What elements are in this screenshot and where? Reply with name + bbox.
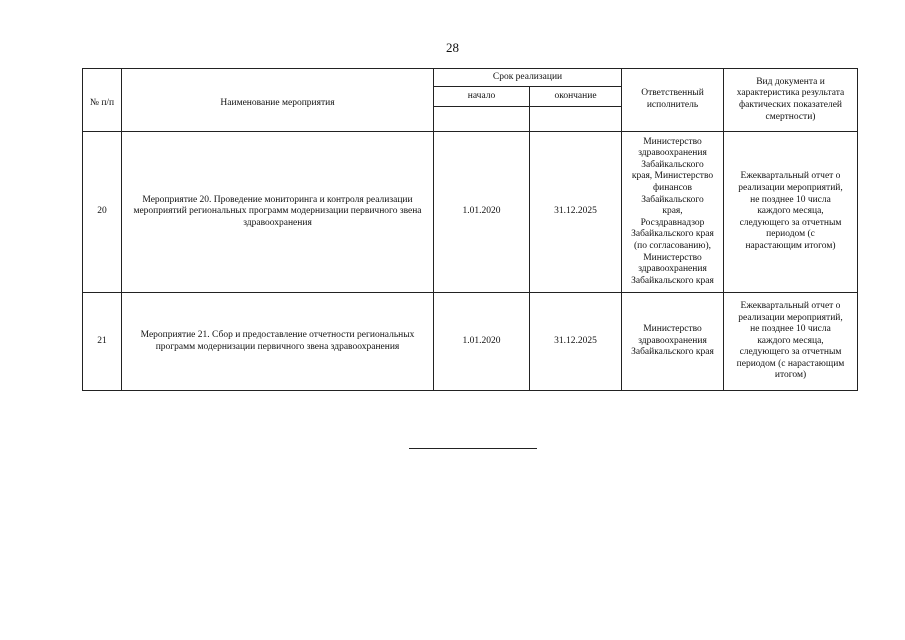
events-table [82,68,858,391]
table-row [83,293,858,391]
row-21-responsible: Министерство здравоохранения Забайкальского края [622,293,724,391]
table-row [83,132,858,293]
header-period: Срок реализации [434,69,622,87]
row-21-end: 31.12.2025 [530,293,622,391]
header-end-blank [530,107,622,132]
row-20-start: 1.01.2020 [434,132,530,293]
header-num: № п/п [89,97,115,108]
page-number: 28 [446,40,459,55]
header-responsible: Ответственный исполнитель [622,69,724,132]
row-20-end: 31.12.2025 [530,132,622,293]
row-21-name: Мероприятие 21. Сбор и предоставление отчетности региональных программ модернизации первичного звена здравоохранения [122,293,434,391]
row-21-doc-type: Ежеквартальный отчет о реализации мероприятий, не позднее 10 числа каждого месяца, следующего за отчетным периодом (с нарастающим итогом) [724,293,858,391]
header-num-cell [83,69,122,132]
row-20-doc-type: Ежеквартальный отчет о реализации мероприятий, не позднее 10 числа каждого месяца, следующего за отчетным периодом (с нарастающим итогом) [724,132,858,293]
row-21-start: 1.01.2020 [434,293,530,391]
header-name-cell [122,69,434,132]
header-start: начало [434,87,530,107]
row-21-num: 21 [83,293,122,391]
header-end: окончание [530,87,622,107]
row-20-name: Мероприятие 20. Проведение мониторинга и контроля реализации мероприятий региональных программ модернизации первичного звена здравоохранения [122,132,434,293]
header-start-blank [434,107,530,132]
header-name: Наименование мероприятия [220,97,335,108]
row-20-num: 20 [83,132,122,293]
header-doc-type: Вид документа и характеристика результата фактических показателей смертности) [724,69,858,132]
end-divider-line [409,448,537,449]
row-20-responsible: Министерство здравоохранения Забайкальского края, Министерство финансов Забайкальского края, Росздравнадзор Забайкальского края (по согласованию), Министерство здравоохранения Забайкальского края [622,132,724,293]
